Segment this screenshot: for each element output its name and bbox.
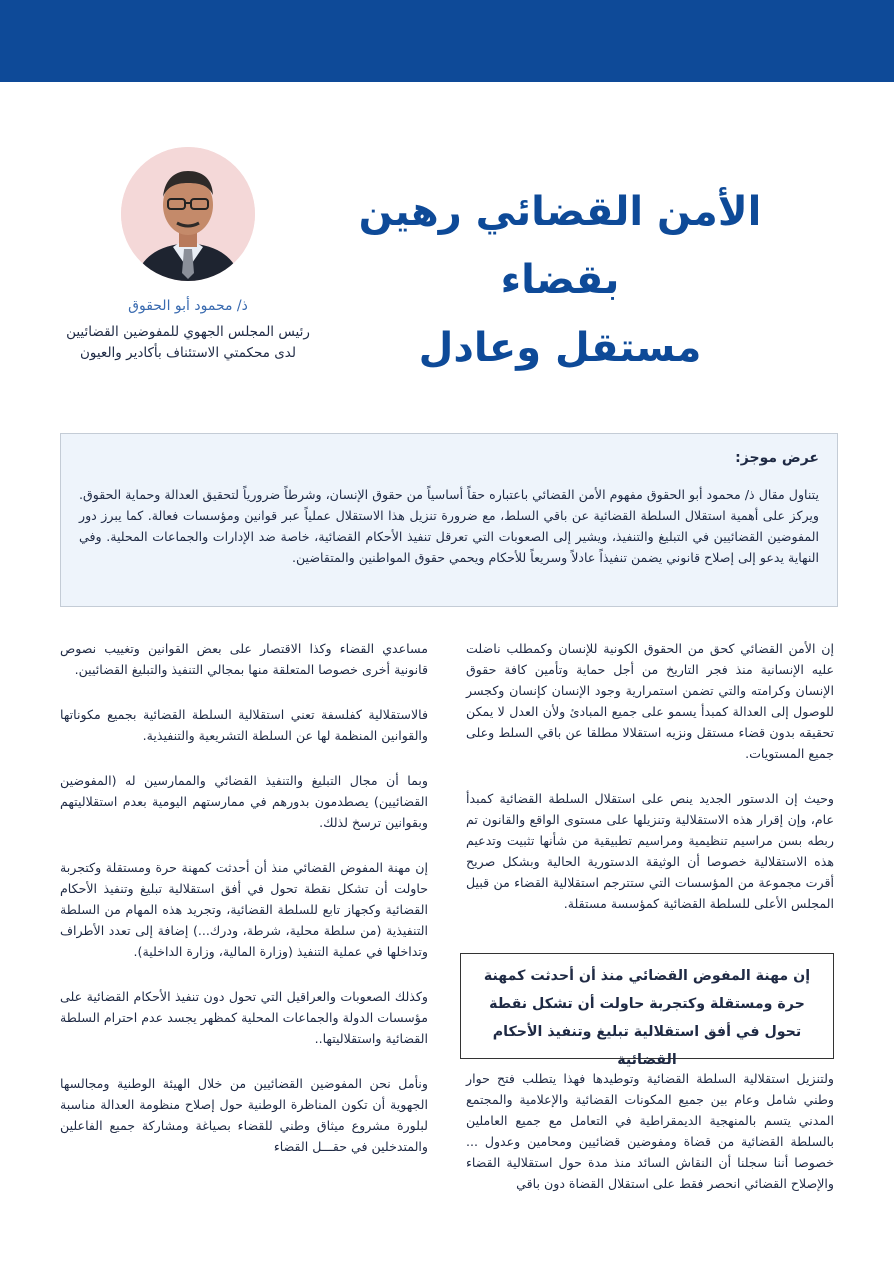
author-role-line-1: رئيس المجلس الجهوي للمفوضين القضائيين: [66, 324, 310, 340]
author-portrait-image: [121, 147, 255, 281]
right-column-continued: [466, 1068, 834, 1218]
article-title-line-1: الأمن القضائي رهين بقضاء: [358, 189, 762, 303]
summary-heading: عرض موجز:: [735, 450, 819, 466]
author-info: [40, 296, 336, 364]
article-title-line-2: مستقل وعادل: [418, 325, 702, 371]
paragraph: إن الأمن القضائي كحق من الحقوق الكونية للإنسان وكمطلب ناضلت عليه الإنسانية منذ فجر التاريخ من أجل حماية وتأمين كافة حقوق الإنسان وكرامته والتي تضمن استمرارية وجود الإنسان كإنسان وكجسر للوصول إلى العدالة كمبدأ يسمو على جميع المبادئ ولأن العدل لا يمكن تحقيقه بدون قضاء مستقل ونزيه استقلالا مطلقا عن باقي السلط وعلى جميع المستويات.: [466, 641, 834, 761]
right-column: [466, 638, 834, 938]
paragraph: إن مهنة المفوض القضائي منذ أن أحدثت كمهنة حرة ومستقلة وكتجربة حاولت أن تشكل نقطة تحول في أفق استقلالية تبليغ وتنفيذ الأحكام القضائية وكجهاز تابع للسلطة القضائية، وتجريد هذه المهام من السلطة التنفيذية (من سلطة محلية، شرطة، ودرك...) إضافة إلى تعدد الأطراف وتداخلها في عملية التنفيذ (وزارة المالية، وزارة الداخلية).: [60, 860, 428, 959]
paragraph: ونأمل نحن المفوضين القضائيين من خلال الهيئة الوطنية ومجالسها الجهوية أن تكون المناظرة الوطنية حول إصلاح منظومة العدالة مناسبة لبلورة مشروع ميثاق وطني للقضاء بصياغة ومشاركة جميع الفاعلين والمتدخلين في حقـــل القضاء: [60, 1076, 428, 1154]
paragraph: فالاستقلالية كفلسفة تعني استقلالية السلطة القضائية بجميع مكوناتها والقوانين المنظمة لها عن السلطة التشريعية والتنفيذية.: [60, 707, 428, 743]
author-name: ذ/ محمود أبو الحقوق: [128, 298, 248, 314]
paragraph: ولتنزيل استقلالية السلطة القضائية وتوطيدها فهذا يتطلب فتح حوار وطني شامل وعام بين جميع المكونات القضائية والإعلامية والمجتمع المدني يتسم بالمنهجية الديمقراطية في التعامل مع جميع العاملين بالسلطة القضائية من قضاة ومفوضين قضائيين ومحامين وعدول ... خصوصا أننا سجلنا أن النقاش السائد منذ مدة حول استقلالية القضاء والإصلاح القضائي انحصر فقط على استقلال القضاة دون باقي: [466, 1071, 834, 1191]
left-column: [60, 638, 428, 1181]
paragraph: وبما أن مجال التبليغ والتنفيذ القضائي والممارسين له (المفوضين القضائيين) يصطدمون بدورهم في ممارستهم اليومية بعدم استقلاليتهم وبقوانين ترسخ لذلك.: [60, 773, 428, 830]
article-title: [300, 178, 820, 382]
summary-box: [60, 433, 838, 607]
paragraph: وكذلك الصعوبات والعراقيل التي تحول دون تنفيذ الأحكام القضائية على مؤسسات الدولة والجماعات المحلية كمظهر يجسد عدم احترام السلطة القضائية واستقلاليتها..: [60, 989, 428, 1046]
paragraph: وحيث إن الدستور الجديد ينص على استقلال السلطة القضائية كمبدأ عام، وإن إقرار هذه الاستقلالية وتنزيلها على مستوى الواقع والقانون تم ربطه بسن مراسيم تنظيمية ومراسيم تطبيقية من شأنها تثبيت وتدعيم هذه الاستقلالية خصوصا أن الوثيقة الدستورية الحالية وبشكل صريح أقرت مجموعة من المؤسسات التي ستترجم استقلالية القضاء من قبيل المجلس الأعلى للسلطة القضائية كمؤسسة مستقلة.: [466, 791, 834, 911]
pull-quote: إن مهنة المفوض القضائي منذ أن أحدثت كمهنة حرة ومستقلة وكتجربة حاولت أن تشكل نقطة تحول في أفق استقلالية تبليغ وتنفيذ الأحكام القضائية: [460, 953, 834, 1059]
author-role-line-2: لدى محكمتي الاستئناف بأكادير والعيون: [79, 345, 297, 361]
author-photo: [121, 147, 255, 281]
top-header-band: [0, 0, 894, 82]
summary-body: يتناول مقال ذ/ محمود أبو الحقوق مفهوم الأمن القضائي باعتباره حقاً أساسياً من حقوق الإنسان، وشرطاً ضرورياً لتحقيق العدالة وحماية الحقوق. ويركز على أهمية استقلال السلطة القضائية عن باقي السلط، مع ضرورة تنزيل هذا الاستقلال عملياً عبر قوانين ومؤسسات فعالة. كما يبرز دور المفوضين القضائيين في التبليغ والتنفيذ، ويشير إلى الصعوبات التي تعرقل تنفيذ الأحكام القضائية، خاصة ضد الإدارات والجماعات المحلية. وفي النهاية يدعو إلى إصلاح قانوني يضمن تنفيذاً عادلاً وسريعاً للأحكام ويحمي حقوق المواطنين والمتقاضين.: [79, 487, 819, 565]
paragraph: مساعدي القضاء وكذا الاقتصار على بعض القوانين وتغييب نصوص قانونية أخرى خصوصا المتعلقة منها بمجالي التنفيذ والتبليغ القضائيين.: [60, 641, 428, 677]
